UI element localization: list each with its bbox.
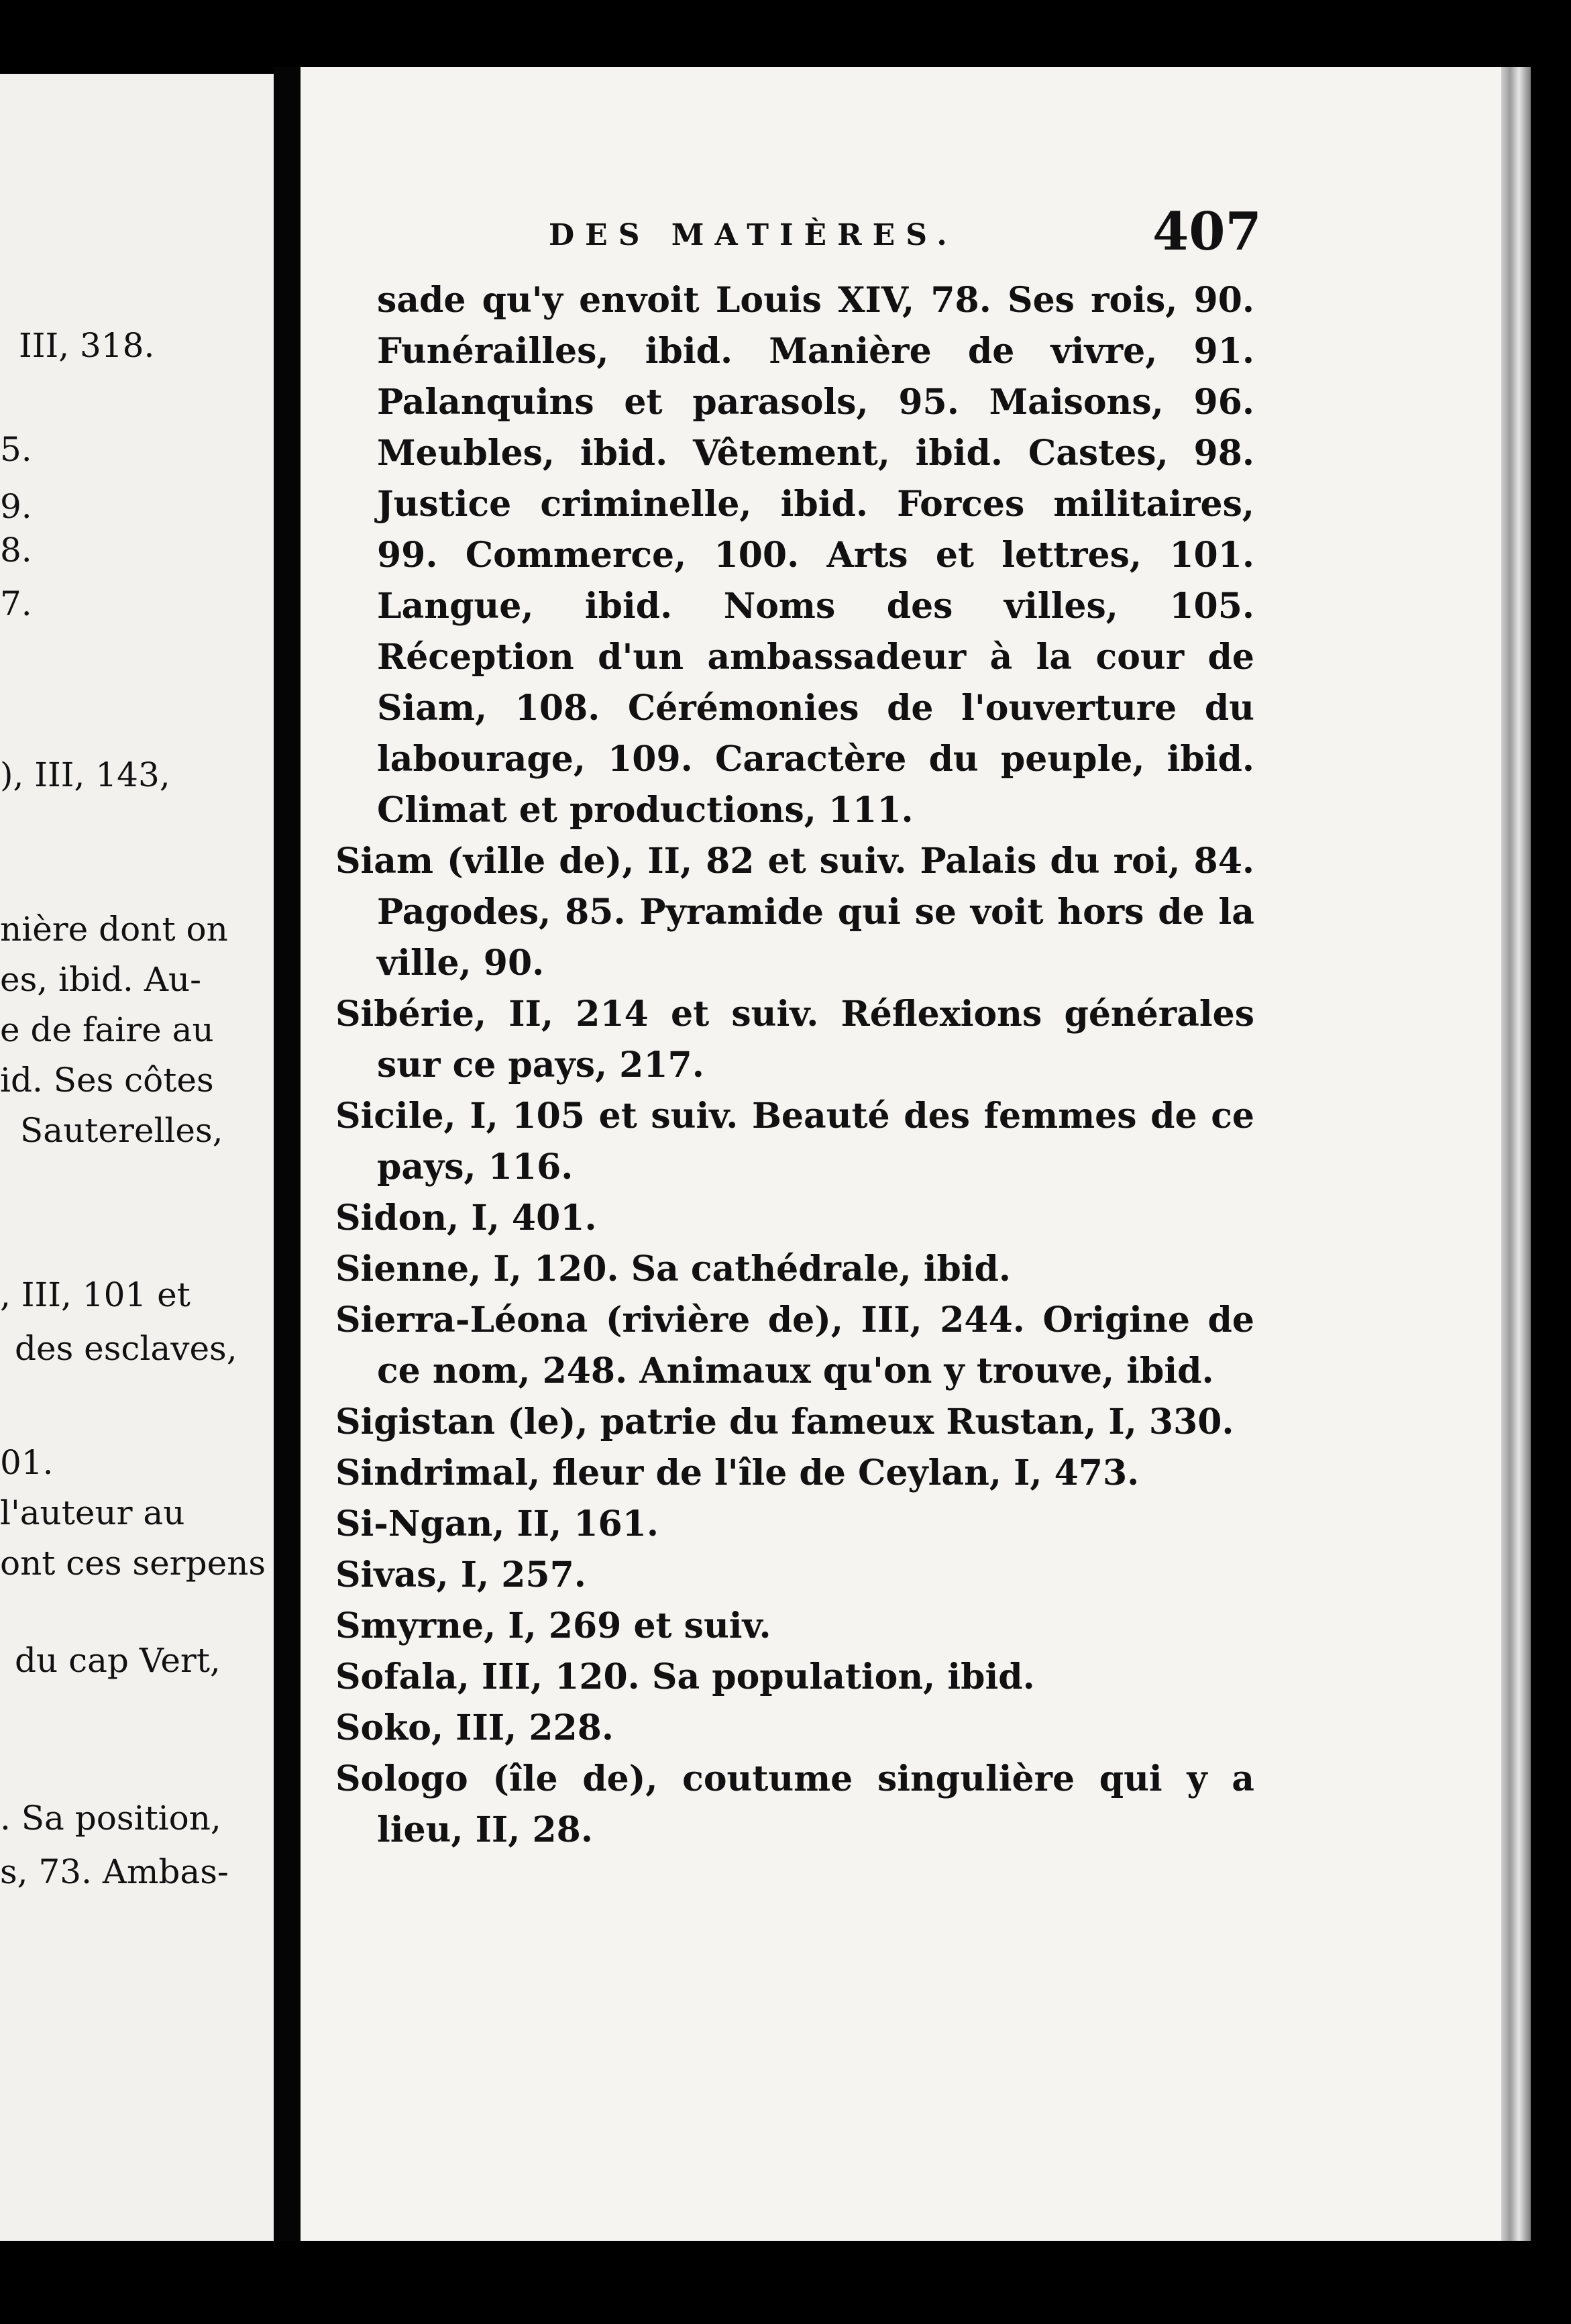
left-fragment: es, ibid. Au-: [0, 960, 202, 999]
index-entry: Sidon, I, 401.: [335, 1198, 597, 1238]
left-fragment: III, 318.: [19, 326, 155, 365]
left-fragment: ont ces serpens: [0, 1544, 266, 1583]
left-fragment: 01.: [0, 1443, 54, 1482]
index-entries: [335, 275, 1275, 1856]
bottom-shadow: [0, 2241, 1571, 2324]
page-block-edge: [1501, 67, 1531, 2248]
index-entry: Si-Ngan, II, 161.: [335, 1503, 659, 1544]
index-entry: Soko, III, 228.: [335, 1707, 614, 1748]
index-entry: Sibérie, II, 214 et suiv. Réflexions générales sur ce pays, 217.: [335, 994, 1254, 1086]
left-fragment: . Sa position,: [0, 1799, 221, 1838]
running-head: DES MATIÈRES.: [549, 218, 958, 252]
top-shadow: [0, 0, 1571, 74]
index-entry: Sierra-Léona (rivière de), III, 244. Origine de ce nom, 248. Animaux qu'on y trouve, ibid.: [335, 1300, 1254, 1391]
index-entry: Siam (ville de), II, 82 et suiv. Palais du roi, 84. Pagodes, 85. Pyramide qui se voit hors de la ville, 90.: [335, 841, 1254, 984]
left-fragment: 8.: [0, 531, 32, 570]
page-number: 407: [1152, 201, 1262, 262]
left-fragment: id. Ses côtes: [0, 1061, 214, 1100]
left-fragment: Sauterelles,: [20, 1111, 223, 1150]
index-entry: Sofala, III, 120. Sa population, ibid.: [335, 1656, 1035, 1697]
index-entry: Sindrimal, fleur de l'île de Ceylan, I, 473.: [335, 1452, 1140, 1493]
index-entry: Smyrne, I, 269 et suiv.: [335, 1605, 771, 1646]
index-entry: Sigistan (le), patrie du fameux Rustan, I, 330.: [335, 1402, 1234, 1442]
left-fragment: 9.: [0, 487, 32, 526]
left-fragment: l'auteur au: [0, 1493, 185, 1532]
index-entry: Sologo (île de), coutume singulière qui y a lieu, II, 28.: [335, 1758, 1254, 1850]
index-entry: sade qu'y envoit Louis XIV, 78. Ses rois, 90. Funérailles, ibid. Manière de vivre, 91. Palanquins et parasols, 95. Maisons, 96. Meubles, ibid. Vêtement, ibid. Castes, 98. Justice criminelle, ibid. Forces militaires, 99. Commerce, 100. Arts et lettres, 101. Langue, ibid. Noms des villes, 105. Réception d'un ambassadeur à la cour de Siam, 108. Cérémonies de l'ouverture du labourage, 109. Caractère du peuple, ibid. Climat et productions, 111.: [377, 280, 1254, 831]
left-fragment: s, 73. Ambas-: [0, 1852, 229, 1891]
index-entry: Sivas, I, 257.: [335, 1554, 586, 1595]
right-page: [301, 67, 1501, 2248]
left-page: [0, 74, 274, 2241]
left-fragment: , III, 101 et: [0, 1275, 191, 1314]
book-gutter: [274, 67, 301, 2248]
left-fragment: du cap Vert,: [15, 1641, 221, 1680]
left-fragment: ), III, 143,: [0, 755, 170, 794]
index-entry: Sicile, I, 105 et suiv. Beauté des femmes de ce pays, 116.: [335, 1096, 1254, 1187]
left-fragment: 5.: [0, 430, 32, 469]
left-fragment: e de faire au: [0, 1010, 214, 1049]
left-fragment: nière dont on: [0, 910, 228, 949]
index-entry: Sienne, I, 120. Sa cathédrale, ibid.: [335, 1249, 1012, 1289]
left-fragment: des esclaves,: [15, 1329, 237, 1368]
left-fragment: 7.: [0, 584, 32, 623]
